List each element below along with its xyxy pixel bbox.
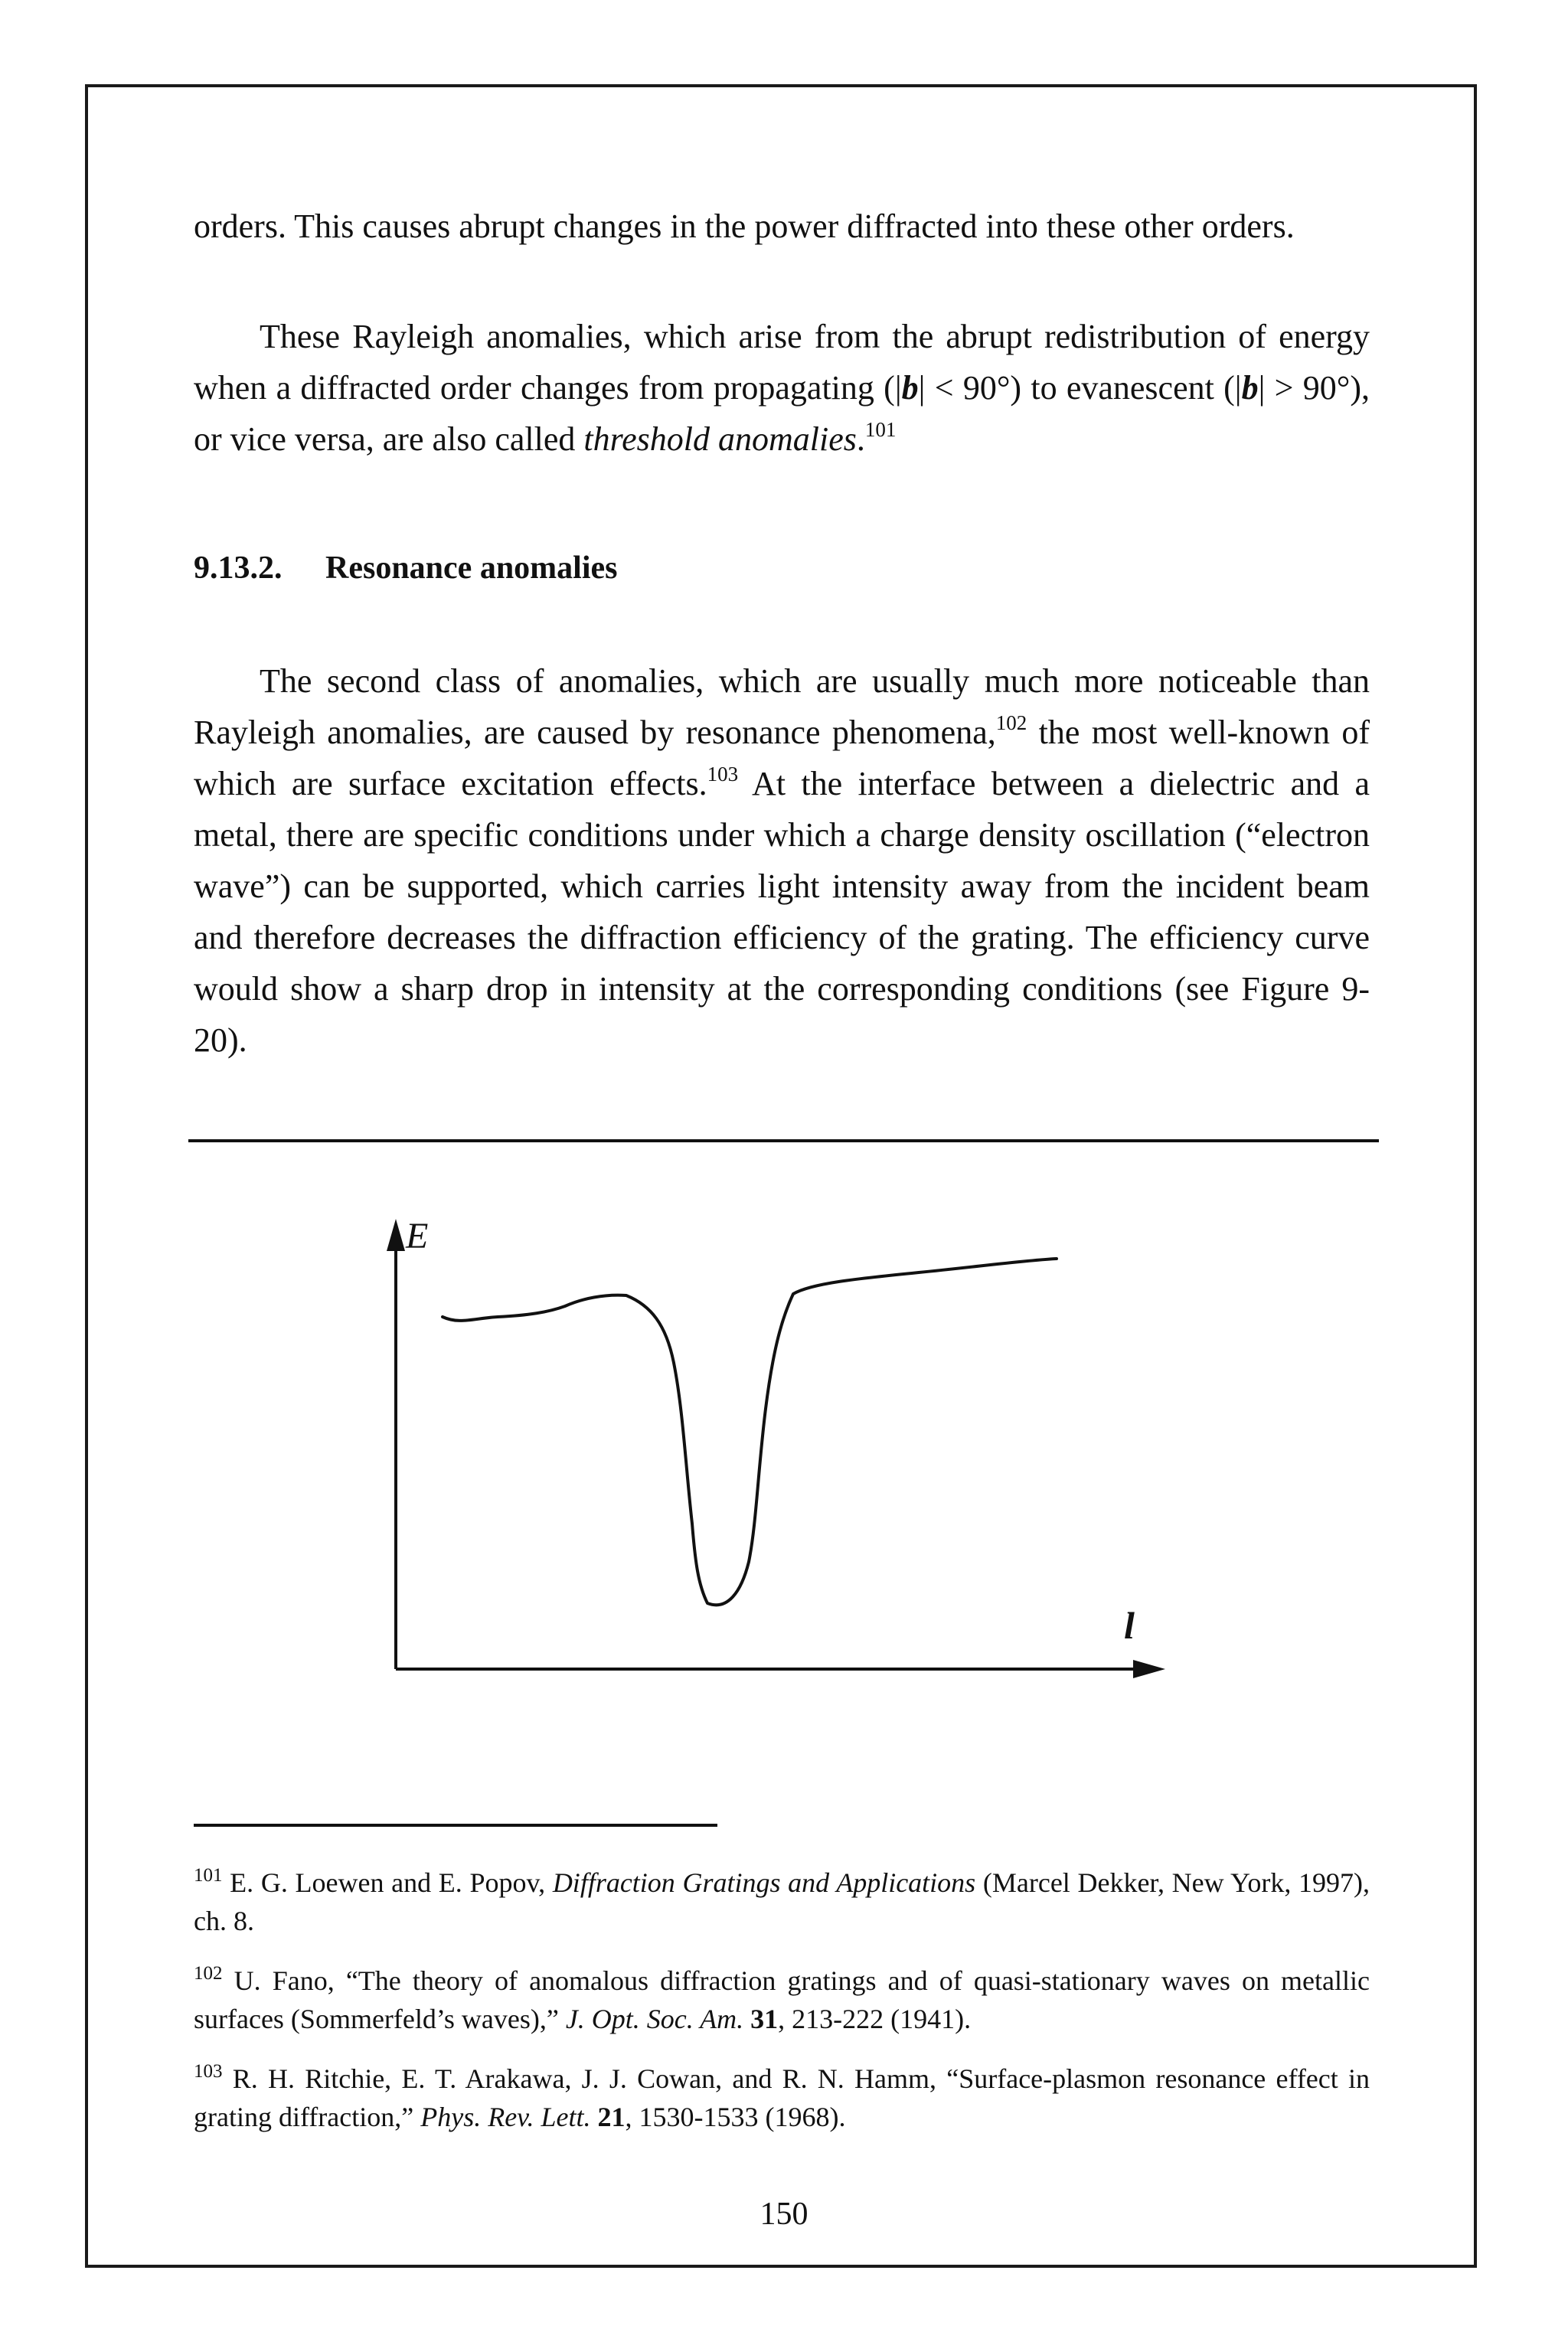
footnote-ref-102[interactable]: 102 xyxy=(995,711,1027,734)
footnote-101: $^{101}$ E. G. Loewen and E. Popov, Diffraction Gratings and Applications (Marcel Dekker, New York, 1997), ch. 8. xyxy=(194,1865,1370,1936)
paragraph-resonance-anomalies: The second class of anomalies, which are usually much more noticeable than Rayleigh anomalies, are caused by resonance phenomena,$^{102}$ the most well-known of which are surface excitation effects.$^{103}$ At the interface between a dielectric and a metal, there are specific conditions under which a charge density oscillation (“electron wave”) can be supported, which carries light intensity away from the incident beam and therefore decreases the diffraction efficiency of the grating. The efficiency curve would show a sharp drop in intensity at the corresponding conditions (see Figure 9-20). xyxy=(194,662,1370,1059)
footnote-103: $^{103}$ R. H. Ritchie, E. T. Arakawa, J. J. Cowan, and R. N. Hamm, “Surface-plasmon resonance effect in grating diffraction,” Phys. Rev. Lett. 21, 1530-1533 (1968). xyxy=(194,2061,1370,2132)
section-heading: 9.13.2. Resonance anomalies xyxy=(194,550,618,586)
efficiency-curve xyxy=(443,1259,1057,1605)
footnote-separator xyxy=(194,1824,717,1827)
page-number: 150 xyxy=(760,2197,808,2232)
paragraph-rayleigh-anomalies: These Rayleigh anomalies, which arise from the abrupt redistribution of energy when a diffracted order changes from propagating (|b| < 90°) to evanescent (|b| > 90°), or vice versa, are also called threshold anomalies.$^{101}$ xyxy=(194,318,1370,458)
footnote-ref-103[interactable]: 103 xyxy=(707,763,739,786)
x-axis-label: l xyxy=(1124,1604,1135,1647)
y-axis-arrowhead xyxy=(387,1219,405,1251)
footnote-ref-101[interactable]: 101 xyxy=(864,418,897,441)
paragraph-orders: orders. This causes abrupt changes in the power diffracted into these other orders. xyxy=(194,207,1295,245)
footnote-102: $^{102}$ U. Fano, “The theory of anomalous diffraction gratings and of quasi-stationary waves on metallic surfaces (Sommerfeld’s waves),” J. Opt. Soc. Am. 31, 213-222 (1941). xyxy=(194,1963,1370,2034)
y-axis-label: E xyxy=(406,1216,429,1256)
x-axis-arrowhead xyxy=(1133,1660,1165,1678)
